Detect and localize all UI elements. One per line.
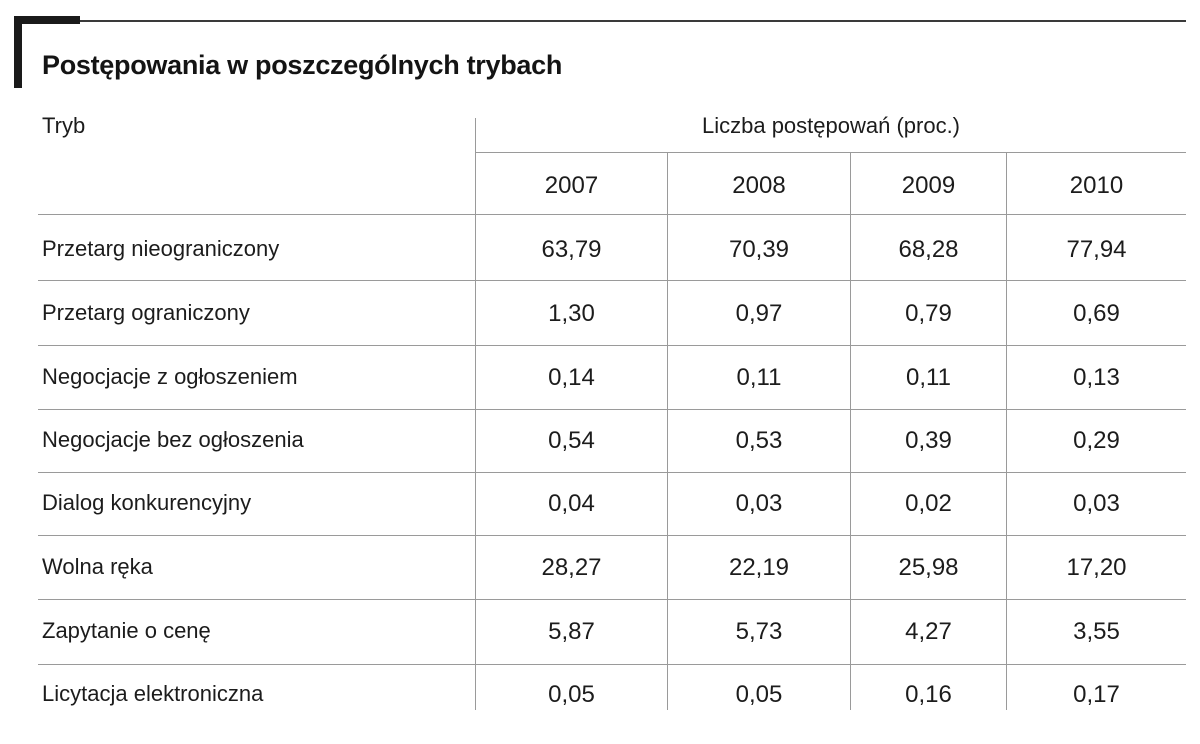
table-cell: 77,94 <box>1066 236 1127 263</box>
column-header-group: Liczba postępowań (proc.) <box>701 113 961 138</box>
table-cell: 0,05 <box>548 681 595 708</box>
corner-accent-vertical <box>14 16 22 88</box>
frame-top-rule <box>14 20 1186 22</box>
row-label: Negocjacje bez ogłoszenia <box>42 427 304 452</box>
divider-row-6 <box>38 599 1186 600</box>
table-cell: 0,29 <box>1073 427 1120 454</box>
year-header-2010: 2010 <box>1069 172 1124 199</box>
table-cell: 0,79 <box>905 300 952 327</box>
row-label: Dialog konkurencyjny <box>42 490 252 515</box>
row-label: Negocjacje z ogłoszeniem <box>42 364 298 389</box>
table-cell: 0,39 <box>905 427 952 454</box>
table-cell: 0,04 <box>548 490 595 517</box>
table-cell: 0,13 <box>1073 364 1120 391</box>
table-cell: 5,73 <box>735 618 783 645</box>
table-cell: 25,98 <box>898 554 959 581</box>
table-cell: 5,87 <box>548 618 595 645</box>
row-label: Wolna ręka <box>42 554 153 579</box>
divider-under-group-header <box>476 152 1186 153</box>
year-header-2008: 2008 <box>732 172 786 199</box>
table-cell: 22,19 <box>728 554 790 581</box>
corner-accent-horizontal <box>14 16 80 24</box>
row-label: Licytacja elektroniczna <box>42 681 264 706</box>
year-header-2007: 2007 <box>544 172 599 199</box>
year-header-2009: 2009 <box>901 172 956 199</box>
table-cell: 63,79 <box>541 236 602 263</box>
table-cell: 0,03 <box>735 490 783 517</box>
table-cell: 0,11 <box>736 364 782 391</box>
table-cell: 0,05 <box>735 681 783 708</box>
row-label: Przetarg nieograniczony <box>42 236 280 261</box>
table-cell: 0,11 <box>906 364 951 391</box>
table-cell: 0,17 <box>1073 681 1120 708</box>
table-cell: 3,55 <box>1073 618 1120 645</box>
table-cell: 70,39 <box>728 236 790 263</box>
divider-row-1 <box>38 280 1186 281</box>
table-cell: 0,02 <box>905 490 952 517</box>
table-cell: 28,27 <box>541 554 602 581</box>
table-cell: 0,69 <box>1073 300 1120 327</box>
divider-header-bottom <box>38 214 1186 215</box>
table-cell: 0,03 <box>1073 490 1120 517</box>
table-cell: 68,28 <box>898 236 959 263</box>
table-cell: 1,30 <box>548 300 595 327</box>
divider-row-7 <box>38 664 1186 665</box>
divider-row-4 <box>38 472 1186 473</box>
divider-row-2 <box>38 345 1186 346</box>
page-title: Postępowania w poszczególnych trybach <box>42 50 563 80</box>
divider-row-3 <box>38 409 1186 410</box>
table-cell: 0,53 <box>735 427 783 454</box>
table-cell: 0,54 <box>548 427 595 454</box>
row-label: Przetarg ograniczony <box>42 300 250 325</box>
table-cell: 0,14 <box>548 364 595 391</box>
table-cell: 0,97 <box>735 300 783 327</box>
column-header-mode: Tryb <box>42 113 86 138</box>
row-label: Zapytanie o cenę <box>42 618 211 643</box>
table-cell: 17,20 <box>1066 554 1127 581</box>
divider-row-5 <box>38 535 1186 536</box>
table-cell: 4,27 <box>905 618 952 645</box>
table-cell: 0,16 <box>905 681 952 708</box>
